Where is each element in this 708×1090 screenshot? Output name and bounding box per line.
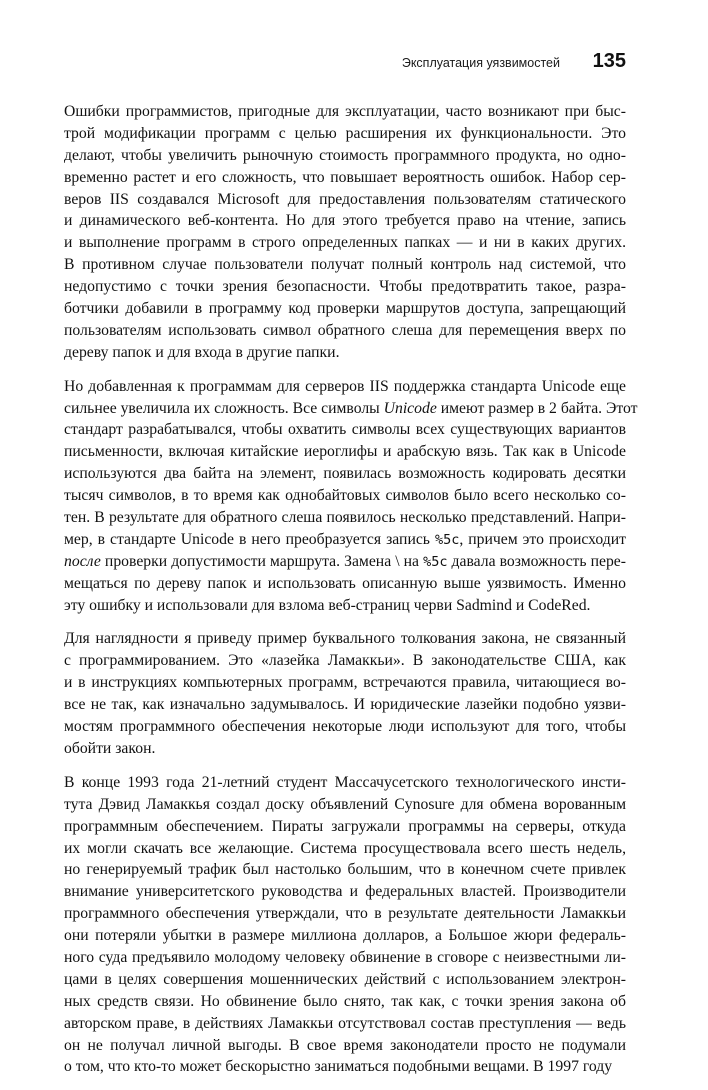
paragraph	[64, 376, 638, 617]
text-run: цами в целях совершения мошеннических действий с использованием электрон-	[64, 970, 626, 988]
text-line	[64, 376, 626, 398]
text-run: с программированием. Это «лазейка Ламаккьи». В законодательстве США, как	[64, 652, 626, 670]
text-run: сильнее увеличила их сложность. Все символы	[64, 399, 384, 417]
text-line	[64, 101, 626, 123]
text-run: , причем это происходит	[459, 530, 627, 548]
inline-code: %5c	[423, 553, 448, 570]
text-line	[64, 210, 626, 232]
text-run: внимание университетского руководства и федеральных властей. Производители	[64, 883, 626, 901]
text-line	[64, 947, 626, 969]
text-line	[64, 529, 626, 551]
text-run: пользователям использовать символ обратного слеша для перемещения вверх по	[64, 321, 626, 339]
text-line	[64, 232, 626, 254]
text-line	[64, 859, 626, 881]
text-run: используются два байта на элемент, появилась возможность кодировать десятки	[64, 465, 626, 483]
text-run: обойти закон.	[64, 739, 156, 757]
text-line	[64, 254, 626, 276]
text-line	[64, 903, 626, 925]
text-run: программным обеспечением. Пираты загружали программы на серверы, откуда	[64, 817, 626, 835]
text-run: но генерируемый трафик был настолько большим, что в конечном счете привлек	[64, 861, 626, 879]
text-line	[64, 816, 626, 838]
text-run: В противном случае пользователи получат полный контроль над системой, что	[64, 256, 626, 274]
text-line	[64, 716, 626, 738]
text-run: и выполнение программ в строго определенных папках — и ни в каких других.	[64, 234, 626, 252]
text-line	[64, 881, 626, 903]
text-run: временно растет и его сложность, что повышает вероятность ошибок. Набор сер-	[64, 168, 626, 186]
text-run: он не получал личной выгоды. В свое время законодатели просто не подумали	[64, 1036, 626, 1054]
running-header	[64, 50, 626, 90]
text-line	[64, 772, 626, 794]
text-line	[64, 276, 626, 298]
text-line	[64, 189, 626, 211]
text-line	[64, 398, 638, 420]
text-run: и динамического веб-контента. Но для этого требуется право на чтение, запись	[64, 212, 626, 230]
text-line	[64, 694, 626, 716]
text-run: трой модификации программ с целью расширения их функциональности. Это	[64, 124, 626, 142]
text-line	[64, 320, 626, 342]
text-run: все не так, как изначально задумывалось. И юридические лазейки подобно уязви-	[64, 696, 626, 714]
text-run: о том, что кто-то может бескорыстно заниматься подобными вещами. В 1997 году	[64, 1058, 613, 1076]
text-line	[64, 969, 626, 991]
text-run: письменности, включая китайские иероглифы и арабскую вязь. Так как в Unicode	[64, 443, 626, 461]
paragraph	[64, 772, 626, 1078]
text-run: дереву папок и для входа в другие папки.	[64, 343, 340, 361]
text-line	[64, 485, 626, 507]
text-run: и в инструкциях компьютерных программ, встречаются правила, читающиеся во-	[64, 674, 626, 692]
text-line	[64, 991, 626, 1013]
text-run: они потеряли убытки в размере миллиона долларов, а Большое жюри федераль-	[64, 927, 626, 945]
text-line	[64, 441, 626, 463]
emphasis-text: после	[64, 552, 101, 570]
text-run: делают, чтобы увеличить рыночную стоимость программного продукта, но одно-	[64, 146, 626, 164]
text-run: проверки допустимости маршрута. Замена \ на	[100, 552, 424, 570]
text-line	[64, 551, 626, 573]
text-line	[64, 342, 626, 364]
text-run: программного обеспечения утверждали, что в результате деятельности Ламаккьи	[64, 905, 626, 923]
paragraph	[64, 101, 626, 364]
text-run: мостям программного обеспечения некоторые люди используют для того, чтобы	[64, 718, 626, 736]
emphasis-text: Unicode	[383, 399, 437, 417]
text-line	[64, 419, 626, 441]
text-run: Ошибки программистов, пригодные для эксплуатации, часто возникают при быс-	[64, 103, 626, 120]
text-line	[64, 1035, 626, 1057]
page-number: 135	[592, 50, 626, 72]
text-run: эту ошибку и использовали для взлома веб-страниц черви Sadmind и CodeRed.	[64, 596, 591, 614]
text-line	[64, 145, 626, 167]
text-line	[64, 738, 626, 760]
text-line	[64, 123, 626, 145]
text-line	[64, 298, 626, 320]
text-line	[64, 167, 626, 189]
text-run: ных средств связи. Но обвинение было снято, так как, с точки зрения закона об	[64, 992, 626, 1010]
text-line	[64, 650, 626, 672]
text-line	[64, 1056, 626, 1078]
text-line	[64, 573, 626, 595]
text-line	[64, 463, 626, 485]
text-run: мер, в стандарте Unicode в него преобразуется запись	[64, 530, 435, 548]
text-run: недопустимо с точки зрения безопасности. Чтобы предотвратить такое, разра-	[64, 278, 626, 296]
text-line	[64, 672, 626, 694]
text-run: В конце 1993 года 21-летний студент Массачусетского технологического инсти-	[64, 773, 626, 791]
text-line	[64, 1013, 626, 1035]
text-line	[64, 595, 626, 617]
text-run: тута Дэвид Ламаккья создал доску объявлений Cynosure для обмена ворованным	[64, 795, 626, 813]
text-run: ного суда предъявило молодому человеку обвинение в сговоре с неизвестными ли-	[64, 948, 626, 966]
text-line	[64, 628, 626, 650]
text-run: их могли скачать все желающие. Система просуществовала всего шесть недель,	[64, 839, 626, 857]
paragraph	[64, 628, 626, 759]
text-run: тысяч символов, в то время как однобайтовых символов было всего несколько со-	[64, 487, 626, 505]
text-run: стандарт разрабатывался, чтобы охватить символы всех существующих вариантов	[64, 421, 626, 439]
text-line	[64, 925, 626, 947]
text-run: имеют размер в 2 байта. Этот	[436, 399, 638, 417]
text-run: мещаться по дереву папок и использовать описанную выше уязвимость. Именно	[64, 574, 626, 592]
text-run: Но добавленная к программам для серверов IIS поддержка стандарта Unicode еще	[64, 377, 626, 395]
body-text	[64, 101, 638, 1090]
text-run: Для наглядности я приведу пример буквального толкования закона, не связанный	[64, 630, 626, 648]
text-line	[64, 838, 626, 860]
section-title: Эксплуатация уязвимостей	[401, 56, 560, 70]
text-run: веров IIS создавался Microsoft для предоставления пользователям статического	[64, 190, 626, 208]
text-run: давала возможность пере-	[447, 552, 626, 570]
inline-code: %5c	[434, 531, 460, 548]
text-run: тен. В результате для обратного слеша появилось несколько представлений. Напри-	[64, 509, 626, 527]
text-line	[64, 507, 626, 529]
text-run: авторском праве, в действиях Ламаккьи отсутствовал состав преступления — ведь	[64, 1014, 626, 1032]
text-run: ботчики добавили в программу код проверки маршрутов доступа, запрещающий	[64, 300, 626, 318]
text-line	[64, 794, 626, 816]
